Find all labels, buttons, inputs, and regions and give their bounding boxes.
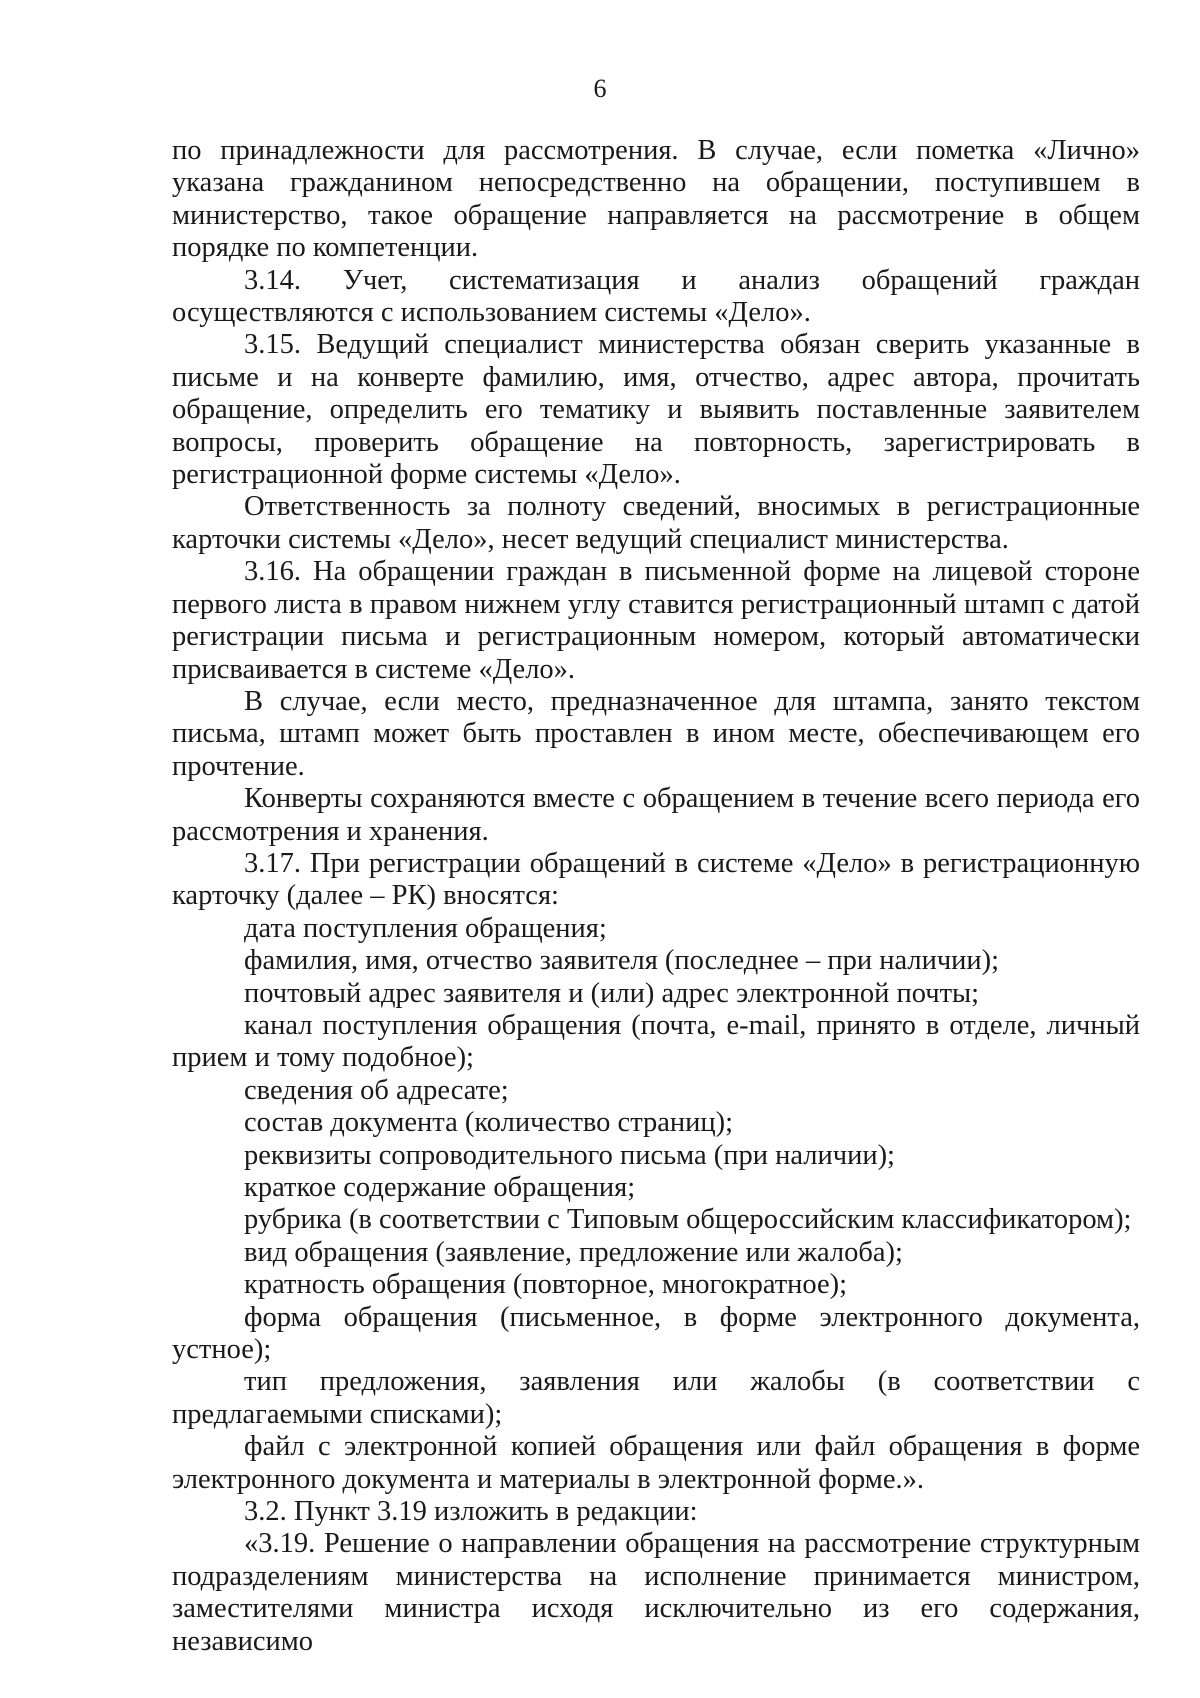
- list-item: тип предложения, заявления или жалобы (в соответствии с предлагаемыми списками);: [172, 1366, 1140, 1430]
- paragraph: 3.16. На обращении граждан в письменной форме на лицевой стороне первого листа в правом нижнем углу ставится регистрационный штамп с датой регистрации письма и регистрационным номером, который автоматически присваивается в системе «Дело».: [172, 556, 1140, 685]
- document-body: [172, 135, 1140, 1658]
- list-item: фамилия, имя, отчество заявителя (последнее – при наличии);: [244, 945, 1000, 977]
- list-item: краткое содержание обращения;: [244, 1172, 636, 1203]
- list-item: дата поступления обращения;: [244, 912, 607, 944]
- paragraph: Конверты сохраняются вместе с обращением в течение всего периода его рассмотрения и хранения.: [172, 783, 1140, 847]
- list-item: кратность обращения (повторное, многократное);: [244, 1269, 848, 1301]
- list-item: форма обращения (письменное, в форме электронного документа, устное);: [172, 1301, 1140, 1366]
- list-item: файл с электронной копией обращения или файл обращения в форме электронного документа и материалы в электронной форме.».: [172, 1431, 1140, 1495]
- list-item: сведения об адресате;: [244, 1074, 509, 1106]
- list-item: вид обращения (заявление, предложение или жалоба);: [244, 1236, 903, 1268]
- page-number: 6: [593, 74, 607, 103]
- paragraph-continued: «3.19. Решение о направлении обращения на рассмотрение структурным подразделениям министерства на исполнение принимается министром, заместителями министра исходя исключительно из его содержания, независимо: [172, 1528, 1140, 1657]
- list-item: состав документа (количество страниц);: [244, 1107, 734, 1139]
- list-item: рубрика (в соответствии с Типовым общероссийским классификатором);: [244, 1204, 1132, 1236]
- list-item: канал поступления обращения (почта, e-mail, принято в отделе, личный прием и тому подобное);: [172, 1009, 1140, 1074]
- paragraph: Ответственность за полноту сведений, вносимых в регистрационные карточки системы «Дело», несет ведущий специалист министерства.: [172, 491, 1140, 555]
- paragraph: по принадлежности для рассмотрения. В случае, если пометка «Лично» указана гражданином непосредственно на обращении, поступившем в министерство, такое обращение направляется на рассмотрение в общем порядке по компетенции.: [172, 135, 1140, 264]
- paragraph: 3.17. При регистрации обращений в системе «Дело» в регистрационную карточку (далее – РК) вносятся:: [172, 847, 1140, 912]
- list-item: почтовый адрес заявителя и (или) адрес электронной почты;: [244, 977, 980, 1009]
- list-item: реквизиты сопроводительного письма (при наличии);: [244, 1139, 895, 1171]
- paragraph: В случае, если место, предназначенное для штампа, занято текстом письма, штамп может быть проставлен в ином месте, обеспечивающем его прочтение.: [172, 685, 1140, 782]
- paragraph: 3.14. Учет, систематизация и анализ обращений граждан осуществляются с использованием системы «Дело».: [172, 264, 1140, 329]
- paragraph: 3.2. Пункт 3.19 изложить в редакции:: [244, 1496, 698, 1528]
- paragraph: 3.15. Ведущий специалист министерства обязан сверить указанные в письме и на конверте фамилию, имя, отчество, адрес автора, прочитать обращение, определить его тематику и выявить поставленные заявителем вопросы, проверить обращение на повторность, зарегистрировать в регистрационной форме системы «Дело».: [172, 329, 1140, 491]
